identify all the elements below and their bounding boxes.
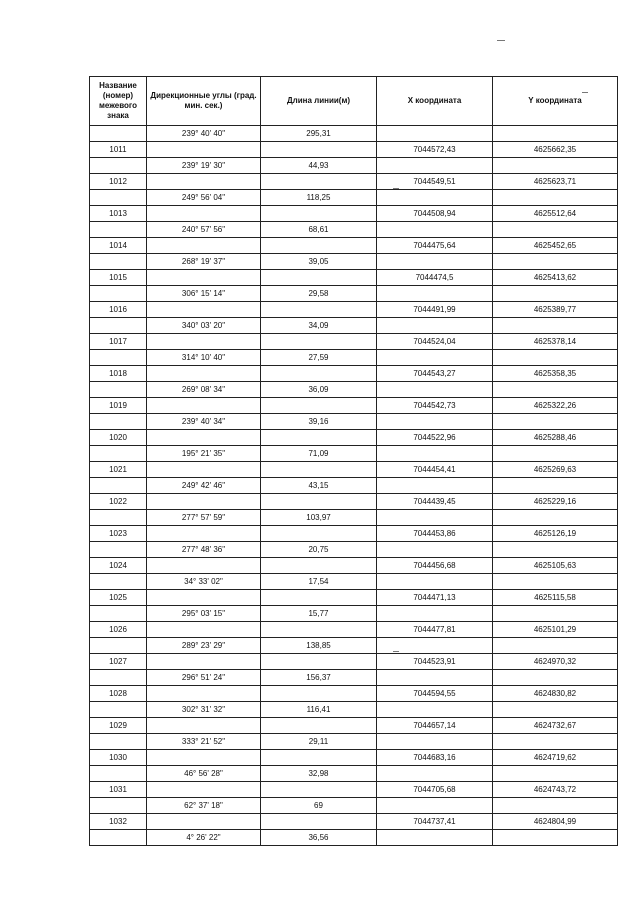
y-coord-cell bbox=[493, 222, 618, 238]
angle-cell bbox=[147, 526, 261, 542]
angle-cell: 295° 03' 15" bbox=[147, 606, 261, 622]
point-row bbox=[90, 686, 618, 702]
x-coord-cell: 7044439,45 bbox=[377, 494, 493, 510]
mark-name-cell bbox=[90, 702, 147, 718]
point-row bbox=[90, 302, 618, 318]
x-coord-cell bbox=[377, 542, 493, 558]
segment-row bbox=[90, 734, 618, 750]
mark-name-cell bbox=[90, 830, 147, 846]
length-cell bbox=[261, 526, 377, 542]
x-coord-cell bbox=[377, 510, 493, 526]
angle-cell bbox=[147, 366, 261, 382]
x-coord-cell bbox=[377, 254, 493, 270]
x-coord-cell: 7044523,91 bbox=[377, 654, 493, 670]
mark-name-cell bbox=[90, 414, 147, 430]
y-coord-cell: 4625389,77 bbox=[493, 302, 618, 318]
y-coord-cell: 4625512,64 bbox=[493, 206, 618, 222]
y-coord-cell: 4625322,26 bbox=[493, 398, 618, 414]
point-row bbox=[90, 366, 618, 382]
table-body bbox=[90, 126, 618, 846]
mark-name-cell bbox=[90, 350, 147, 366]
mark-name-cell: 1016 bbox=[90, 302, 147, 318]
boundary-points-table bbox=[89, 76, 618, 846]
mark-name-cell bbox=[90, 254, 147, 270]
y-coord-cell bbox=[493, 574, 618, 590]
x-coord-cell: 7044524,04 bbox=[377, 334, 493, 350]
angle-cell: 333° 21' 52" bbox=[147, 734, 261, 750]
mark-name-cell bbox=[90, 126, 147, 142]
segment-row bbox=[90, 670, 618, 686]
y-coord-cell bbox=[493, 446, 618, 462]
mark-name-cell bbox=[90, 574, 147, 590]
angle-cell bbox=[147, 686, 261, 702]
x-coord-cell bbox=[377, 318, 493, 334]
x-coord-cell bbox=[377, 190, 493, 206]
angle-cell bbox=[147, 398, 261, 414]
x-coord-cell: 7044594,55 bbox=[377, 686, 493, 702]
point-row bbox=[90, 270, 618, 286]
angle-cell bbox=[147, 622, 261, 638]
header-y-coord-text: Y координата bbox=[528, 96, 582, 105]
angle-cell bbox=[147, 558, 261, 574]
x-coord-cell bbox=[377, 766, 493, 782]
angle-cell bbox=[147, 654, 261, 670]
mark-name-cell: 1011 bbox=[90, 142, 147, 158]
angle-cell: 46° 56' 28" bbox=[147, 766, 261, 782]
mark-name-cell bbox=[90, 478, 147, 494]
mark-name-cell bbox=[90, 318, 147, 334]
mark-name-cell: 1028 bbox=[90, 686, 147, 702]
angle-cell: 34° 33' 02" bbox=[147, 574, 261, 590]
segment-row bbox=[90, 798, 618, 814]
segment-row bbox=[90, 318, 618, 334]
header-angles-text: Дирекционные углы (град. мин. сек.) bbox=[150, 91, 257, 110]
angle-cell bbox=[147, 334, 261, 350]
angle-cell bbox=[147, 142, 261, 158]
point-row bbox=[90, 782, 618, 798]
length-cell: 44,93 bbox=[261, 158, 377, 174]
y-coord-cell: 4625378,14 bbox=[493, 334, 618, 350]
segment-row bbox=[90, 190, 618, 206]
header-length bbox=[261, 77, 377, 126]
mark-name-cell: 1031 bbox=[90, 782, 147, 798]
y-coord-cell: 4625288,46 bbox=[493, 430, 618, 446]
y-coord-cell: 4625126,19 bbox=[493, 526, 618, 542]
length-cell: 295,31 bbox=[261, 126, 377, 142]
length-cell bbox=[261, 750, 377, 766]
mark-name-cell bbox=[90, 510, 147, 526]
length-cell bbox=[261, 174, 377, 190]
segment-row bbox=[90, 510, 618, 526]
header-angles bbox=[147, 77, 261, 126]
angle-cell: 249° 56' 04" bbox=[147, 190, 261, 206]
x-coord-cell: 7044572,43 bbox=[377, 142, 493, 158]
angle-cell: 195° 21' 35" bbox=[147, 446, 261, 462]
length-cell bbox=[261, 334, 377, 350]
angle-cell: 306° 15' 14" bbox=[147, 286, 261, 302]
x-coord-cell: 7044475,64 bbox=[377, 238, 493, 254]
point-row bbox=[90, 590, 618, 606]
segment-row bbox=[90, 766, 618, 782]
angle-cell: 289° 23' 29" bbox=[147, 638, 261, 654]
angle-cell: 340° 03' 20" bbox=[147, 318, 261, 334]
y-coord-cell bbox=[493, 254, 618, 270]
length-cell bbox=[261, 814, 377, 830]
point-row bbox=[90, 558, 618, 574]
segment-row bbox=[90, 830, 618, 846]
y-coord-cell: 4625358,35 bbox=[493, 366, 618, 382]
x-coord-cell bbox=[377, 222, 493, 238]
x-coord-cell bbox=[377, 830, 493, 846]
length-cell: 39,05 bbox=[261, 254, 377, 270]
y-coord-cell: 4625105,63 bbox=[493, 558, 618, 574]
x-coord-cell: 7044549,51 bbox=[377, 174, 493, 190]
y-coord-cell bbox=[493, 670, 618, 686]
x-coord-cell bbox=[377, 670, 493, 686]
angle-cell bbox=[147, 270, 261, 286]
x-coord-cell: 7044543,27 bbox=[377, 366, 493, 382]
point-row bbox=[90, 238, 618, 254]
length-cell bbox=[261, 462, 377, 478]
length-cell: 20,75 bbox=[261, 542, 377, 558]
length-cell bbox=[261, 302, 377, 318]
x-coord-cell bbox=[377, 734, 493, 750]
point-row bbox=[90, 174, 618, 190]
header-length-text: Длина линии(м) bbox=[286, 96, 351, 105]
y-coord-cell: 4625101,29 bbox=[493, 622, 618, 638]
length-cell bbox=[261, 398, 377, 414]
length-cell: 116,41 bbox=[261, 702, 377, 718]
length-cell bbox=[261, 430, 377, 446]
angle-cell: 239° 19' 30" bbox=[147, 158, 261, 174]
angle-cell bbox=[147, 238, 261, 254]
length-cell bbox=[261, 270, 377, 286]
length-cell: 71,09 bbox=[261, 446, 377, 462]
length-cell: 36,09 bbox=[261, 382, 377, 398]
x-coord-cell: 7044456,68 bbox=[377, 558, 493, 574]
mark-name-cell bbox=[90, 222, 147, 238]
angle-cell bbox=[147, 814, 261, 830]
segment-row bbox=[90, 382, 618, 398]
length-cell: 69 bbox=[261, 798, 377, 814]
y-coord-cell bbox=[493, 414, 618, 430]
length-cell bbox=[261, 782, 377, 798]
point-row bbox=[90, 654, 618, 670]
angle-cell bbox=[147, 590, 261, 606]
x-coord-cell: 7044657,14 bbox=[377, 718, 493, 734]
angle-cell bbox=[147, 718, 261, 734]
y-coord-cell bbox=[493, 798, 618, 814]
x-coord-cell bbox=[377, 702, 493, 718]
point-row bbox=[90, 398, 618, 414]
length-cell: 39,16 bbox=[261, 414, 377, 430]
length-cell bbox=[261, 366, 377, 382]
x-coord-cell bbox=[377, 638, 493, 654]
segment-row bbox=[90, 222, 618, 238]
mark-name-cell bbox=[90, 638, 147, 654]
header-y-coord bbox=[493, 77, 618, 126]
angle-cell bbox=[147, 782, 261, 798]
y-coord-cell bbox=[493, 382, 618, 398]
mark-name-cell bbox=[90, 382, 147, 398]
segment-row bbox=[90, 542, 618, 558]
mark-name-cell: 1015 bbox=[90, 270, 147, 286]
y-coord-cell bbox=[493, 510, 618, 526]
length-cell bbox=[261, 686, 377, 702]
mark-name-cell bbox=[90, 158, 147, 174]
y-coord-cell bbox=[493, 606, 618, 622]
mark-name-cell bbox=[90, 542, 147, 558]
x-coord-cell: 7044508,94 bbox=[377, 206, 493, 222]
mark-name-cell: 1017 bbox=[90, 334, 147, 350]
angle-cell: 62° 37' 18" bbox=[147, 798, 261, 814]
mark-name-cell: 1023 bbox=[90, 526, 147, 542]
mark-name-cell: 1030 bbox=[90, 750, 147, 766]
table-header bbox=[90, 77, 618, 126]
y-coord-cell bbox=[493, 190, 618, 206]
x-coord-cell bbox=[377, 446, 493, 462]
length-cell: 29,11 bbox=[261, 734, 377, 750]
y-coord-cell bbox=[493, 734, 618, 750]
x-coord-cell: 7044737,41 bbox=[377, 814, 493, 830]
y-coord-cell: 4624970,32 bbox=[493, 654, 618, 670]
x-coord-cell: 7044683,16 bbox=[377, 750, 493, 766]
x-coord-cell: 7044454,41 bbox=[377, 462, 493, 478]
x-coord-cell: 7044705,68 bbox=[377, 782, 493, 798]
x-coord-cell: 7044477,81 bbox=[377, 622, 493, 638]
mark-name-cell bbox=[90, 798, 147, 814]
angle-cell: 269° 08' 34" bbox=[147, 382, 261, 398]
y-coord-cell bbox=[493, 766, 618, 782]
y-coord-cell: 4625452,65 bbox=[493, 238, 618, 254]
angle-cell: 314° 10' 40" bbox=[147, 350, 261, 366]
angle-cell: 249° 42' 46" bbox=[147, 478, 261, 494]
y-coord-cell bbox=[493, 350, 618, 366]
angle-cell bbox=[147, 174, 261, 190]
length-cell: 138,85 bbox=[261, 638, 377, 654]
segment-row bbox=[90, 414, 618, 430]
header-x-coord bbox=[377, 77, 493, 126]
length-cell bbox=[261, 718, 377, 734]
mark-name-cell bbox=[90, 190, 147, 206]
segment-row bbox=[90, 574, 618, 590]
y-coord-cell bbox=[493, 830, 618, 846]
point-row bbox=[90, 622, 618, 638]
y-coord-cell bbox=[493, 318, 618, 334]
length-cell: 118,25 bbox=[261, 190, 377, 206]
x-coord-cell bbox=[377, 158, 493, 174]
y-coord-cell bbox=[493, 478, 618, 494]
mark-name-cell: 1027 bbox=[90, 654, 147, 670]
mark-name-cell: 1022 bbox=[90, 494, 147, 510]
mark-name-cell: 1029 bbox=[90, 718, 147, 734]
angle-cell: 277° 57' 59" bbox=[147, 510, 261, 526]
x-coord-cell bbox=[377, 414, 493, 430]
length-cell bbox=[261, 494, 377, 510]
length-cell bbox=[261, 590, 377, 606]
segment-row bbox=[90, 638, 618, 654]
y-coord-cell: 4624719,62 bbox=[493, 750, 618, 766]
segment-row bbox=[90, 702, 618, 718]
y-coord-cell bbox=[493, 542, 618, 558]
angle-cell bbox=[147, 302, 261, 318]
angle-cell bbox=[147, 494, 261, 510]
y-coord-cell bbox=[493, 286, 618, 302]
y-coord-cell: 4625115,58 bbox=[493, 590, 618, 606]
y-coord-cell bbox=[493, 126, 618, 142]
angle-cell: 302° 31' 32" bbox=[147, 702, 261, 718]
point-row bbox=[90, 462, 618, 478]
y-coord-cell: 4625662,35 bbox=[493, 142, 618, 158]
length-cell: 43,15 bbox=[261, 478, 377, 494]
segment-row bbox=[90, 446, 618, 462]
length-cell bbox=[261, 206, 377, 222]
angle-cell bbox=[147, 430, 261, 446]
point-row bbox=[90, 526, 618, 542]
mark-name-cell: 1024 bbox=[90, 558, 147, 574]
mark-name-cell: 1020 bbox=[90, 430, 147, 446]
x-coord-cell bbox=[377, 350, 493, 366]
header-mark-name-text: Название (номер) межевого знака bbox=[98, 81, 138, 120]
mark-name-cell bbox=[90, 670, 147, 686]
y-coord-cell bbox=[493, 702, 618, 718]
segment-row bbox=[90, 126, 618, 142]
mark-name-cell: 1026 bbox=[90, 622, 147, 638]
mark-name-cell bbox=[90, 734, 147, 750]
x-coord-cell: 7044453,86 bbox=[377, 526, 493, 542]
point-row bbox=[90, 718, 618, 734]
length-cell: 34,09 bbox=[261, 318, 377, 334]
segment-row bbox=[90, 350, 618, 366]
segment-row bbox=[90, 606, 618, 622]
y-coord-cell: 4625623,71 bbox=[493, 174, 618, 190]
mark-name-cell: 1014 bbox=[90, 238, 147, 254]
length-cell: 32,98 bbox=[261, 766, 377, 782]
y-coord-cell: 4624743,72 bbox=[493, 782, 618, 798]
length-cell bbox=[261, 238, 377, 254]
mark-name-cell: 1025 bbox=[90, 590, 147, 606]
mark-name-cell bbox=[90, 766, 147, 782]
angle-cell: 277° 48' 36" bbox=[147, 542, 261, 558]
angle-cell bbox=[147, 750, 261, 766]
length-cell: 156,37 bbox=[261, 670, 377, 686]
segment-row bbox=[90, 158, 618, 174]
x-coord-cell bbox=[377, 478, 493, 494]
mark-name-cell: 1021 bbox=[90, 462, 147, 478]
length-cell bbox=[261, 622, 377, 638]
length-cell: 68,61 bbox=[261, 222, 377, 238]
y-coord-cell: 4625413,62 bbox=[493, 270, 618, 286]
segment-row bbox=[90, 478, 618, 494]
mark-name-cell: 1018 bbox=[90, 366, 147, 382]
mark-name-cell bbox=[90, 606, 147, 622]
length-cell bbox=[261, 654, 377, 670]
angle-cell: 296° 51' 24" bbox=[147, 670, 261, 686]
x-coord-cell bbox=[377, 126, 493, 142]
header-mark-name bbox=[90, 77, 147, 126]
point-row bbox=[90, 494, 618, 510]
length-cell: 103,97 bbox=[261, 510, 377, 526]
mark-name-cell: 1019 bbox=[90, 398, 147, 414]
point-row bbox=[90, 142, 618, 158]
segment-row bbox=[90, 286, 618, 302]
point-row bbox=[90, 334, 618, 350]
x-coord-cell bbox=[377, 606, 493, 622]
point-row bbox=[90, 750, 618, 766]
point-row bbox=[90, 206, 618, 222]
angle-cell: 268° 19' 37" bbox=[147, 254, 261, 270]
y-coord-cell: 4624732,67 bbox=[493, 718, 618, 734]
y-coord-cell: 4625269,63 bbox=[493, 462, 618, 478]
point-row bbox=[90, 430, 618, 446]
x-coord-cell bbox=[377, 574, 493, 590]
x-coord-cell: 7044474,5 bbox=[377, 270, 493, 286]
y-coord-cell: 4624804,99 bbox=[493, 814, 618, 830]
y-coord-cell: 4624830,82 bbox=[493, 686, 618, 702]
length-cell: 27,59 bbox=[261, 350, 377, 366]
angle-cell bbox=[147, 462, 261, 478]
mark-name-cell: 1032 bbox=[90, 814, 147, 830]
x-coord-cell: 7044542,73 bbox=[377, 398, 493, 414]
x-coord-cell: 7044491,99 bbox=[377, 302, 493, 318]
x-coord-cell bbox=[377, 382, 493, 398]
x-coord-cell: 7044522,96 bbox=[377, 430, 493, 446]
length-cell: 29,58 bbox=[261, 286, 377, 302]
length-cell bbox=[261, 558, 377, 574]
scan-speck bbox=[497, 40, 505, 41]
angle-cell: 239° 40' 34" bbox=[147, 414, 261, 430]
mark-name-cell bbox=[90, 286, 147, 302]
length-cell: 17,54 bbox=[261, 574, 377, 590]
x-coord-cell: 7044471,13 bbox=[377, 590, 493, 606]
segment-row bbox=[90, 254, 618, 270]
header-row bbox=[90, 77, 618, 126]
mark-name-cell bbox=[90, 446, 147, 462]
mark-name-cell: 1013 bbox=[90, 206, 147, 222]
angle-cell bbox=[147, 206, 261, 222]
length-cell bbox=[261, 142, 377, 158]
length-cell: 36,56 bbox=[261, 830, 377, 846]
y-coord-cell bbox=[493, 158, 618, 174]
length-cell: 15,77 bbox=[261, 606, 377, 622]
mark-name-cell: 1012 bbox=[90, 174, 147, 190]
header-x-coord-text: X координата bbox=[407, 96, 462, 105]
point-row bbox=[90, 814, 618, 830]
y-coord-cell: 4625229,16 bbox=[493, 494, 618, 510]
y-coord-cell bbox=[493, 638, 618, 654]
angle-cell: 239° 40' 40" bbox=[147, 126, 261, 142]
angle-cell: 4° 26' 22" bbox=[147, 830, 261, 846]
x-coord-cell bbox=[377, 286, 493, 302]
x-coord-cell bbox=[377, 798, 493, 814]
angle-cell: 240° 57' 56" bbox=[147, 222, 261, 238]
